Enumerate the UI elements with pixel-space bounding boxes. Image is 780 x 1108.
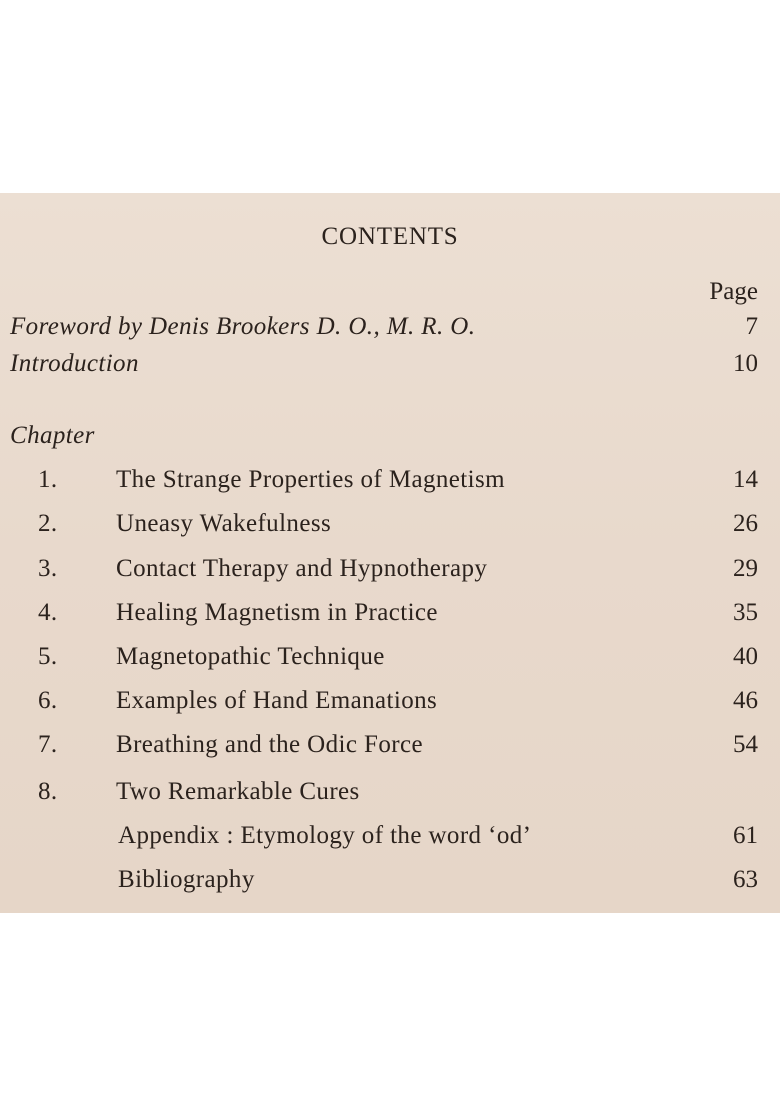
toc-page-number: 54 [733,731,758,758]
chapter-number: 2. [38,510,58,537]
page-column-label: Page [709,278,758,305]
toc-page-number: 29 [733,555,758,582]
chapter-number: 7. [38,731,58,758]
chapter-title: Uneasy Wakefulness [116,510,332,537]
toc-entry-foreword: Foreword by Denis Brookers D. O., M. R. O. [10,313,476,340]
toc-page-number: 10 [733,350,758,377]
toc-page-number: 14 [733,466,758,493]
toc-entry-bibliography: Bibliography [118,866,255,893]
toc-entry-introduction: Introduction [10,350,139,377]
toc-page-number: 40 [733,643,758,670]
chapter-number: 5. [38,643,58,670]
chapter-number: 6. [38,687,58,714]
chapter-title: Two Remarkable Cures [116,778,360,805]
chapter-title: Magnetopathic Technique [116,643,385,670]
chapter-title: Healing Magnetism in Practice [116,599,438,626]
chapter-number: 4. [38,599,58,626]
chapter-title: Breathing and the Odic Force [116,731,423,758]
contents-page [0,193,780,913]
toc-page-number: 46 [733,687,758,714]
toc-page-number: 26 [733,510,758,537]
toc-page-number: 63 [733,866,758,893]
toc-entry-appendix: Appendix : Etymology of the word ‘od’ [118,822,532,849]
chapter-title: The Strange Properties of Magnetism [116,466,505,493]
chapter-label: Chapter [10,422,95,449]
chapter-number: 8. [38,778,58,805]
toc-page-number: 7 [745,313,758,340]
chapter-number: 3. [38,555,58,582]
toc-page-number: 35 [733,599,758,626]
chapter-title: Contact Therapy and Hypnotherapy [116,555,488,582]
toc-page-number: 61 [733,822,758,849]
page-title: CONTENTS [321,223,459,250]
chapter-title: Examples of Hand Emanations [116,687,438,714]
chapter-number: 1. [38,466,58,493]
